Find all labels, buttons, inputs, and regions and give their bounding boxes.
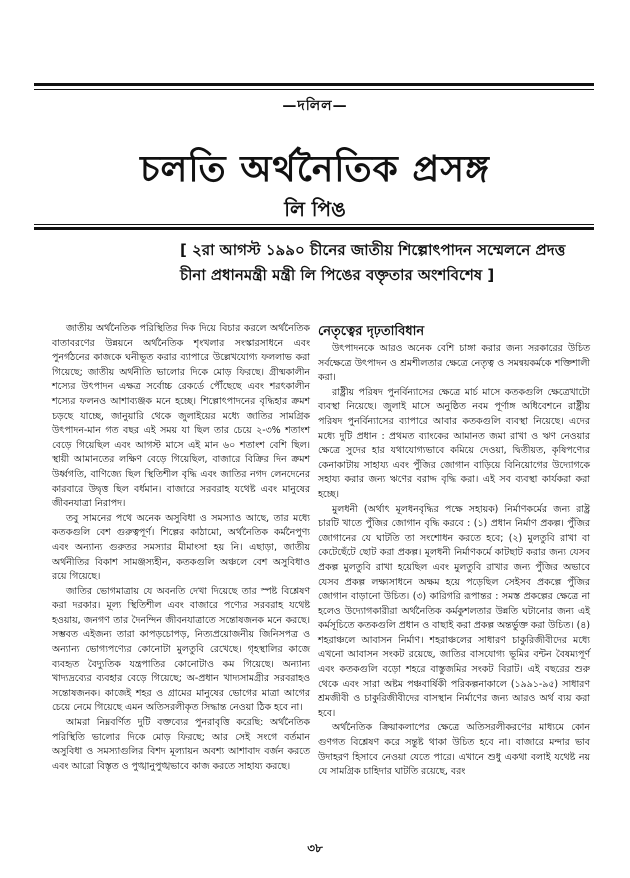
- header-rule-thin: [34, 224, 594, 225]
- right-column: [318, 322, 590, 780]
- section-subheading: নেতৃত্বের দৃঢ়তাবিধান: [318, 324, 425, 339]
- top-rule-thick: [34, 83, 594, 86]
- page-number: ৩৮: [307, 841, 323, 855]
- article-title: চলতি অর্থনৈতিক প্রসঙ্গ: [140, 149, 490, 190]
- left-paragraph: জাতীয় অর্থনৈতিক পরিস্থিতির দিক দিয়ে বিচার করলে অর্থনৈতিক বাতাবরণের উন্নয়নে অর্থনৈতিক শৃংখলার সংস্কারসাধনে এবং পুনর্গঠনের কাজকে ঘনীভূত করার ব্যাপারে উল্লেখযোগ্য ফললাভ করা গিয়েছে; জাতীয় অর্থনীতি ভালোর দিকে মোড় ফিরছে। গ্রীষ্মকালীন শস্যের উৎপাদন এক্ষত্র সর্বোচ্চ রেকর্ডে পৌঁছেছে এবং শরৎকালীন শস্যের ফলনও আশাব্যঞ্জক মনে হচ্ছে। শিল্পোৎপাদনের বৃদ্ধিহার ক্রমশ চড়ছে যাচ্ছে, জানুয়ারি থেকে জুলাইয়ের মধ্যে জাতির সামগ্রিক উৎপাদন-মান গত বছর এই সময় যা ছিল তার চেয়ে ২-৩% শতাংশ বেড়ে গিয়েছিল এবং আগস্ট মাসে এই মান ৬০ শতাংশ বেশি ছিল। স্থায়ী আমানতের লক্ষিণ বেড়ে গিয়েছিল, বাজারে বিক্রির দিন ক্রমশ উর্ধ্বগতি, বাণিজ্যে ছিল স্থিতিশীল বৃদ্ধি এবং জাতির নগদ লেনদেনের কারবারে উদ্বৃত্ত ছিল বর্ধমান। বাজারে সরবরাহ যথেষ্ট এবং মানুষের জীবনযাত্রা নিরাপদ।: [52, 323, 310, 510]
- left-paragraph: আমরা নিম্নবর্ণিত দুটি বক্তব্যের পুনরাবৃত্তি করেছি: অর্থনৈতিক পরিস্থিতি ভালোর দিকে মোড় ফিরছে; আর সেই সংগে বর্তমান অসুবিধা ও সমস্যাগুলির বিশদ মূল্যায়ন অবশ্য আশাবাদ বর্জন করতে এবং আরো বিস্তৃত ও পুঙ্খানুপুঙ্খভাবে কাজ করতে সাহায্য করছে।: [52, 717, 310, 772]
- left-paragraph: জাতির ভোগমাত্রায় যে অবনতি দেখা দিয়েছে তার স্পষ্ট বিশ্লেষণ করা দরকার। মূল্য স্থিতিশীল এবং বাজারে পণ্যের সরবরাহ যথেষ্ট হওয়ায়, জনগণ তার দৈনন্দিন জীবনযাত্রাতে সন্তোষজনক মনে করছে। সম্ভবত এইজন্য তারা কাপড়চোপড়, নিত্যপ্রয়োজনীয় জিনিসপত্র ও অন্যান্য ভোগ্যপণ্যের কোনোটা মুলতুবি রেখেছে। গৃহস্থালির কাজে ব্যবহৃত বৈদ্যুতিক যন্ত্রপাতির কোনোটাও কম গিয়েছে। অন্যান্য খাদ্যদ্রব্যের ব্যবহার বেড়ে গিয়েছে; অ-প্রধান খাদ্যসামগ্রীর সরবরাহও সন্তোষজনক। কাজেই শহর ও গ্রামের মানুষের ভোগের মাত্রা আগের চেয়ে নেমে গিয়েছে এমন অতিসরলীকৃত সিদ্ধান্ত নেওয়া ঠিক হবে না।: [52, 585, 310, 714]
- top-rule-thin: [34, 89, 594, 90]
- header-rule-thick: [34, 227, 594, 230]
- left-paragraph: তবু সামনের পথে অনেক অসুবিধা ও সমস্যাও আছে, তার মধ্যে কতকগুলি বেশ গুরুত্বপূর্ণ। শিল্পের কাঠামো, অর্থনৈতিক কর্মনৈপুণ্য এবং অন্যান্য গুরুতর সমস্যার মীমাংসা হয় নি। এছাড়া, জাতীয় অর্থনীতির বিকাশ সামঞ্জস্যহীন, কতকগুলি অঞ্চলে বেশ অসুবিধাও রয়ে গিয়েছে।: [52, 512, 310, 583]
- right-paragraph: মুলধনী (অর্থাৎ মূলধনবৃদ্ধির পক্ষে সহায়ক) নির্মাণকর্মের জন্য রাষ্ট্র চারটি খাতে পুঁজির জোগান বৃদ্ধি করবে : (১) প্রধান নির্মাণ প্রকল্প। পুঁজির জোগানের যে ঘাটতি তা সংশোধন করতে হবে; (২) মুলতুবি রাখা বা কেটেছেঁটে ছোট করা প্রকল্প। মূলধনী নির্মাণকর্মে কাটছাট করার জন্য যেসব প্রকল্প মুলতুবি রাখা হয়েছিল এবং মুলতুবি রাখার জন্য পুঁজির অভাবে যেসব প্রকল্প লক্ষ্যসাধনে অক্ষম হয়ে পড়েছিল সেইসব প্রকল্পে পুঁজির জোগান বাড়ানো উচিত। (৩) কারিগরি রূপান্তর : সমস্ত প্রকল্পের ক্ষেত্রে না হলেও উদ্যোগকারীরা অর্থনৈতিক কর্মকুশলতার উন্নতি ঘটানোর জন্য এই কর্মসূচিতে কতকগুলি প্রধান ও বাছাই করা প্রকল্প অন্তর্ভুক্ত করা উচিত। (৪) শহরাঞ্চলে আবাসন নির্মাণ। শহরাঞ্চলের সাধারণ চাকুরিজীবীদের মধ্যে এখনো আবাসন সংকট রয়েছে, জাতির বাসযোগ্য ভূমির বন্টন বৈষম্যপূর্ণ এবং কতকগুলি বড়ো শহরে বাস্তুজমির সংকট বিরাট। এই বছরের শুরু থেকে এবং সারা অষ্টম পঞ্চবার্ষিকী পরিকল্পনাকালে (১৯৯১-৯৫) সাধারণ শ্রমজীবী ও চাকুরিজীবীদের বাসস্থান নির্মাণের জন্য আরও অর্থ ব্যয় করা হবে।: [318, 503, 590, 719]
- left-column: [52, 322, 310, 774]
- right-paragraph: রাষ্ট্রীয় পরিষদ পুনর্বিন্যাসের ক্ষেত্রে মার্চ মাসে কতকগুলি ক্ষেত্রেখাটো ব্যবস্থা নিয়েছে। জুলাই মাসে অনুষ্ঠিত নবম পূর্ণাঙ্গ অধিবেশনে রাষ্ট্রীয় পরিষদ পুনর্বিন্যাসের ব্যাপারে আবার কতকগুলি ব্যবস্থা নিয়েছে। এদের মধ্যে দুটি প্রধান : প্রথমত ব্যাংকের আমানত জমা রাখা ও ঋণ নেওয়ার ক্ষেত্রে সুদের হার যথাযোগ্যভাবে কমিয়ে দেওয়া, দ্বিতীয়ত, কৃষিপণ্যের কেনাকাটায় সাহায্য এবং পুঁজির জোগান বাড়িয়ে বিনিয়োগের উদ্যোগকে সহায্য করার জন্য ঋণের বরাদ্দ বৃদ্ধি করা। এই সব ব্যবস্থা কার্যকরা করা হচ্ছে।: [318, 386, 590, 500]
- right-paragraph: অর্থনৈতিক ক্রিয়াকলাপের ক্ষেত্রে অতিসরলীকরণের মাধ্যমে কোন গুণগত বিশ্লেষণ করে সন্তুষ্ট থাকা উচিত হবে না। বাজারে মন্দার ভাব উদাহরণ হিসাবে নেওয়া যেতে পারে। এখানে শুধু একথা বলাই যথেষ্ট নয় যে সামগ্রিক চাহিদার ঘাটতি রয়েছে, বরং: [318, 722, 590, 778]
- right-paragraph: উৎপাদনকে আরও অনেক বেশি চাঙ্গা করার জন্য সরকারের উচিত সর্বক্ষেত্রে উৎপাদন ও শ্রমশীলতার ক্ষেত্রে নেতৃত্ব ও সমন্বয়কর্মকে শক্তিশালী করা।: [318, 343, 590, 384]
- intro-note: [ ২রা আগস্ট ১৯৯০ চীনের জাতীয় শিল্পোৎপাদন সম্মেলনে প্রদত্ত চীনা প্রধানমন্ত্রী মন্ত্রী লি পিঙের বক্তৃতার অংশবিশেষ ]: [180, 241, 566, 284]
- section-kicker: —দলিল—: [282, 98, 348, 114]
- article-author: লি পিঙ: [284, 197, 346, 221]
